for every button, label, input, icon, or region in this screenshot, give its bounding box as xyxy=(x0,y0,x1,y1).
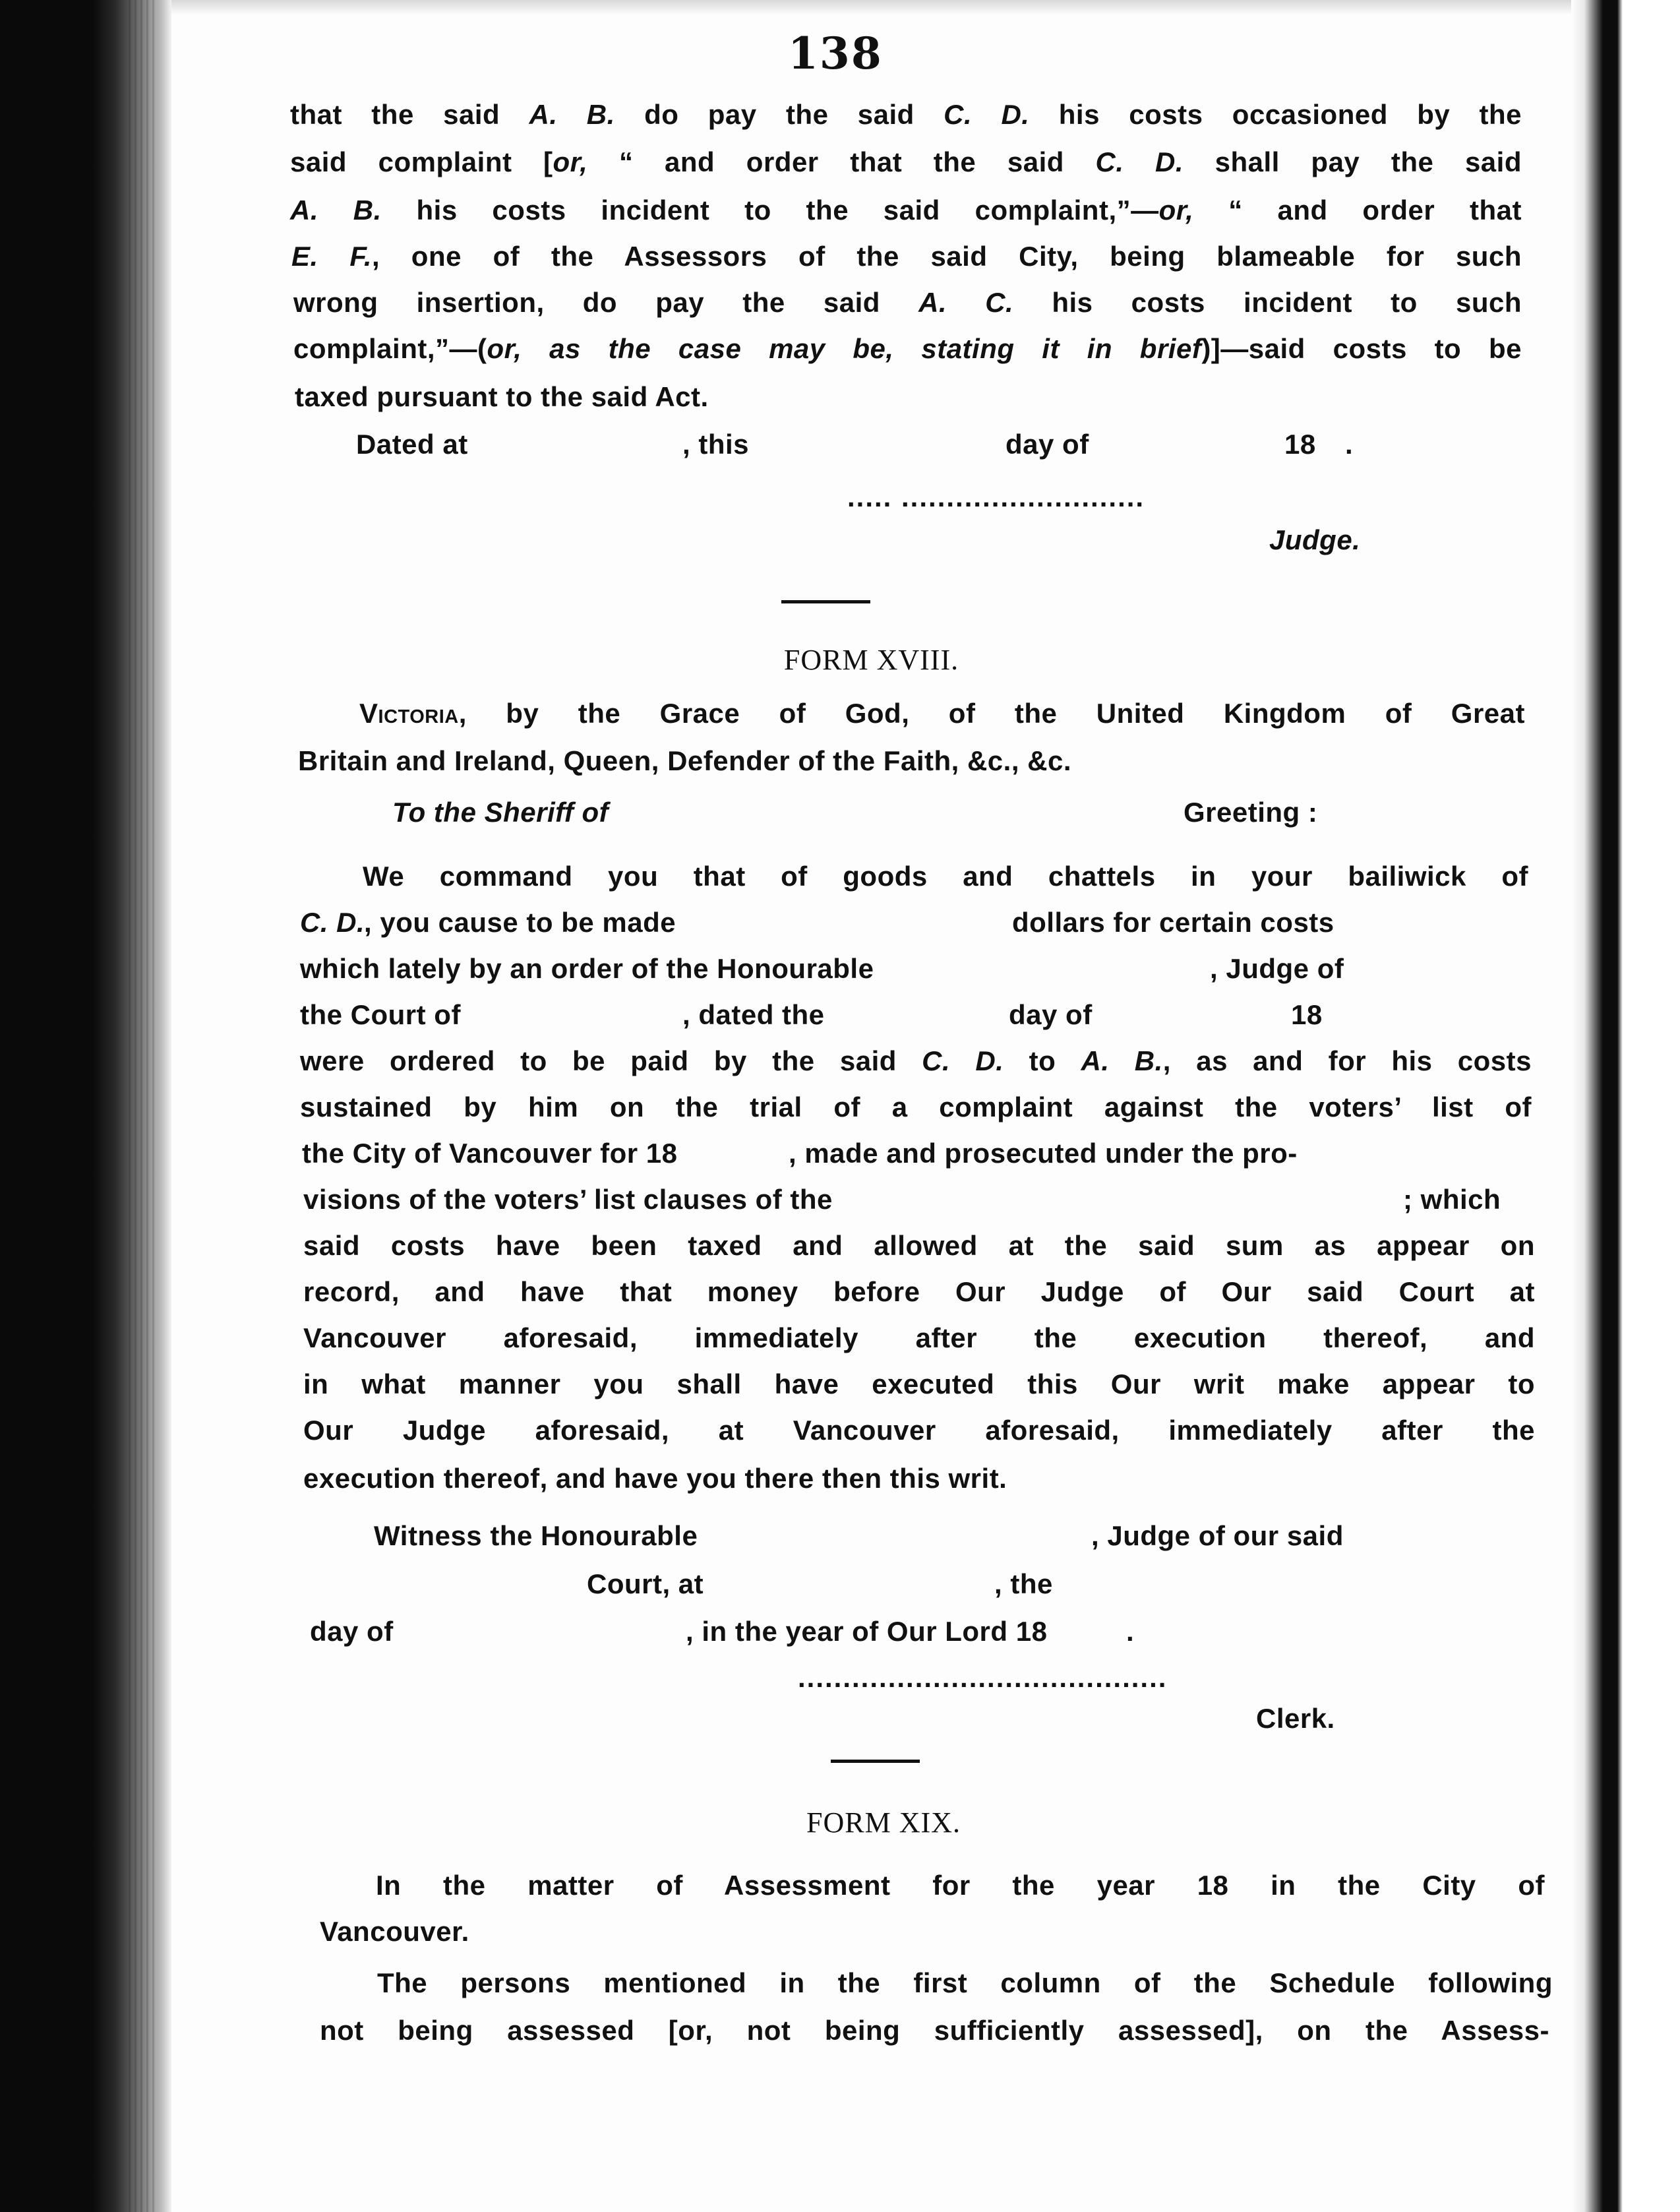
text-line: The persons mentioned in the first column of the Schedule following xyxy=(377,1967,1553,1998)
year-of-our-lord-label: , in the year of Our Lord 18 xyxy=(686,1616,1048,1647)
text-fragment: which lately by an order of the Honourable xyxy=(300,953,874,984)
text-line: that the said A. B. do pay the said C. D. his costs occasioned by the xyxy=(290,99,1522,130)
text-fragment: , Judge of xyxy=(1210,953,1344,984)
text-line: A. B. his costs incident to the said complaint,”—or, “ and order that xyxy=(290,195,1522,226)
this-label: , this xyxy=(682,429,750,460)
clerk-signature-label: Clerk. xyxy=(1256,1703,1335,1734)
text-line: execution thereof, and have you there then this writ. xyxy=(303,1463,1007,1494)
text-line: Vancouver. xyxy=(320,1916,469,1947)
text-fragment: visions of the voters’ list clauses of the xyxy=(303,1184,833,1215)
day-of-label: day of xyxy=(1005,429,1089,460)
period: . xyxy=(1345,429,1354,460)
gutter-streaks xyxy=(129,0,155,2212)
text-fragment: ; which xyxy=(1403,1184,1501,1215)
text-line: complaint,”—(or, as the case may be, stating it in brief)]—said costs to be xyxy=(293,333,1522,364)
judge-signature-label: Judge. xyxy=(1269,524,1361,555)
text-line: said complaint [or, “ and order that the said C. D. shall pay the said xyxy=(290,146,1522,177)
text-line: wrong insertion, do pay the said A. C. his costs incident to such xyxy=(293,287,1522,318)
page-number: 138 xyxy=(788,28,883,79)
to-sheriff-label: To the Sheriff of xyxy=(392,797,609,828)
period: . xyxy=(1126,1616,1135,1647)
form-18-heading: FORM XVIII. xyxy=(783,644,959,676)
section-divider xyxy=(831,1760,920,1763)
judge-of-label: , Judge of our said xyxy=(1091,1520,1344,1551)
signature-dots: ..... ........................... xyxy=(847,481,1145,512)
text-line: E. F., one of the Assessors of the said City, being blameable for such xyxy=(291,241,1522,272)
section-divider xyxy=(781,600,870,603)
text-line: not being assessed [or, not being sufficiently assessed], on the Assess- xyxy=(320,2015,1549,2046)
text-line: in what manner you shall have executed this Our writ make appear to xyxy=(303,1368,1535,1399)
text-fragment: dollars for certain costs xyxy=(1012,907,1335,938)
signature-dots: ......................................... xyxy=(798,1662,1168,1693)
next-page-edge xyxy=(1571,0,1680,2212)
text-fragment: the Court of xyxy=(300,999,461,1030)
book-page xyxy=(171,0,1571,2212)
text-line: In the matter of Assessment for the year 18 in the City of xyxy=(376,1870,1545,1901)
text-line: were ordered to be paid by the said C. D. to A. B., as and for his costs xyxy=(300,1045,1532,1076)
text-fragment: C. D. xyxy=(300,907,365,938)
text-line: taxed pursuant to the said Act. xyxy=(295,381,709,412)
dated-at-label: Dated at xyxy=(356,429,468,460)
year-label: 18 xyxy=(1284,429,1316,460)
text-line: Vancouver aforesaid, immediately after the execution thereof, and xyxy=(303,1322,1535,1353)
court-at-label: Court, at xyxy=(587,1568,704,1599)
text-fragment: day of xyxy=(1009,999,1093,1030)
text-line: said costs have been taxed and allowed at the said sum as appear on xyxy=(303,1230,1535,1261)
text-line: sustained by him on the trial of a complaint against the voters’ list of xyxy=(300,1091,1532,1122)
text-fragment: , dated the xyxy=(682,999,825,1030)
greeting-label: Greeting : xyxy=(1184,797,1318,828)
form-19-heading: FORM XIX. xyxy=(806,1806,961,1839)
day-of-label: day of xyxy=(310,1616,394,1647)
text-line: Our Judge aforesaid, at Vancouver aforesaid, immediately after the xyxy=(303,1415,1535,1446)
text-line: Britain and Ireland, Queen, Defender of the Faith, &c., &c. xyxy=(298,745,1072,776)
text-fragment: 18 xyxy=(1291,999,1323,1030)
text-fragment: the City of Vancouver for 18 xyxy=(302,1138,678,1169)
the-label: , the xyxy=(994,1568,1053,1599)
text-line: record, and have that money before Our Judge of Our said Court at xyxy=(303,1276,1535,1307)
text-fragment: , you cause to be made xyxy=(364,907,676,938)
text-fragment: , made and prosecuted under the pro- xyxy=(789,1138,1298,1169)
text-line: Victoria, by the Grace of God, of the United Kingdom of Great xyxy=(359,698,1525,729)
witness-label: Witness the Honourable xyxy=(374,1520,698,1551)
text-line: We command you that of goods and chattels in your bailiwick of xyxy=(363,861,1528,892)
